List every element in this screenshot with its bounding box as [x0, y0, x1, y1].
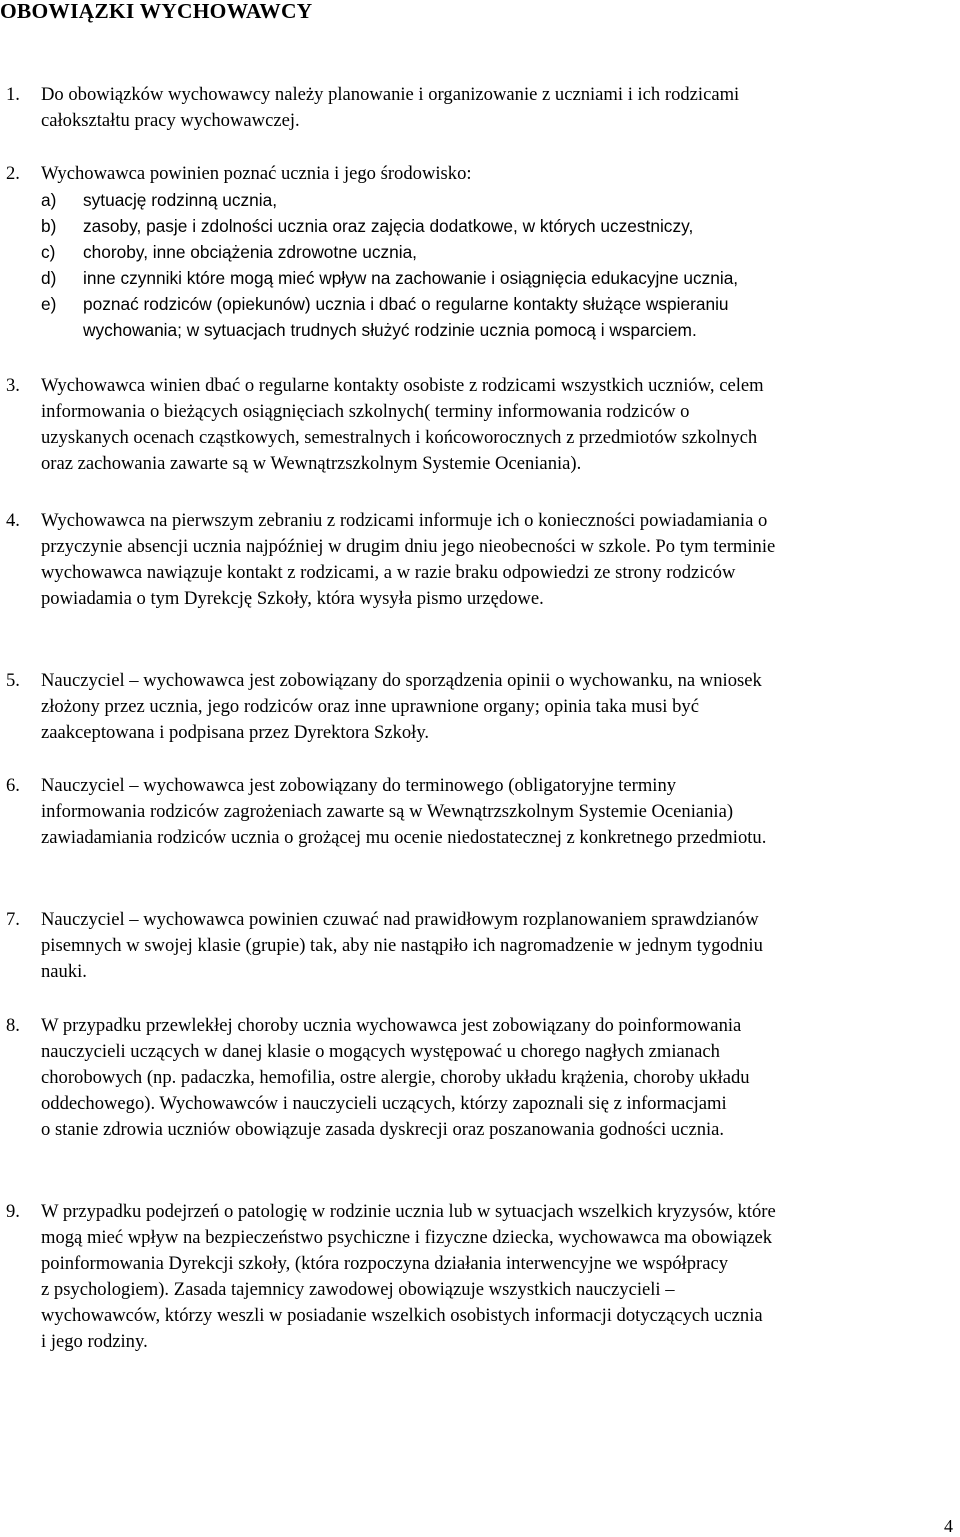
text-line: poznać rodziców (opiekunów) ucznia i dbać o regularne kontakty służące wspieraniu [83, 294, 729, 314]
text-line: uzyskanych ocenach cząstkowych, semestralnych i końcoworocznych z przedmiotów szkolnych [41, 427, 758, 448]
text-line: o stanie zdrowia uczniów obowiązuje zasada dyskrecji oraz poszanowania godności ucznia. [41, 1119, 725, 1140]
sub-item-b [41, 213, 957, 239]
page-number: 4 [944, 1516, 953, 1536]
sub-item-letter: c) [41, 242, 56, 262]
text-line: Nauczyciel – wychowawca jest zobowiązany do terminowego (obligatoryjne terminy [41, 775, 677, 796]
text-line: nauki. [41, 961, 87, 982]
text-line: zawiadamiania rodziców ucznia o grożącej mu ocenie niedostatecznej z konkretnego przedmiotu. [41, 827, 767, 848]
item-text [41, 508, 957, 612]
text-line: oraz zachowania zawarte są w Wewnątrzszkolnym Systemie Oceniania). [41, 453, 582, 474]
text-line: nauczycieli uczących w danej klasie o mogących występować u chorego nagłych zmianach [41, 1041, 720, 1062]
text-line: informowania o bieżących osiągnięciach szkolnych( terminy informowania rodziców o [41, 401, 690, 422]
sub-item-letter: b) [41, 216, 57, 236]
item-number: 1. [6, 84, 20, 105]
sub-item-letter: e) [41, 294, 57, 314]
text-line: wychowania; w sytuacjach trudnych służyć rodzinie ucznia pomocą i wsparciem. [83, 320, 697, 340]
text-line: W przypadku podejrzeń o patologię w rodzinie ucznia lub w sytuacjach wszelkich kryzysów, które [41, 1201, 776, 1222]
item-number: 4. [6, 510, 20, 531]
item-number: 9. [6, 1201, 20, 1222]
item-number: 6. [6, 775, 20, 796]
sub-item-a [41, 187, 957, 213]
text-line: Do obowiązków wychowawcy należy planowanie i organizowanie z uczniami i ich rodzicami [41, 84, 740, 105]
text-line: przyczynie absencji ucznia najpóźniej w drugim dniu jego nieobecności w szkole. Po tym terminie [41, 536, 776, 557]
text-line: Wychowawca powinien poznać ucznia i jego środowisko: [41, 163, 472, 184]
item-text [41, 82, 957, 134]
text-line: Nauczyciel – wychowawca jest zobowiązany do sporządzenia opinii o wychowanku, na wniosek [41, 670, 762, 691]
text-line: poinformowania Dyrekcji szkoły, (która rozpoczyna działania interwencyjne we współpracy [41, 1253, 729, 1274]
text-line: powiadamia o tym Dyrekcję Szkoły, która wysyła pismo urzędowe. [41, 588, 544, 609]
item-text [41, 161, 957, 343]
text-line: zasoby, pasje i zdolności ucznia oraz zajęcia dodatkowe, w których uczestniczy, [83, 216, 694, 236]
sub-item-letter: d) [41, 268, 57, 288]
text-line: informowania rodziców zagrożeniach zawarte są w Wewnątrzszkolnym Systemie Oceniania) [41, 801, 734, 822]
text-line: z psychologiem). Zasada tajemnicy zawodowej obowiązuje wszystkich nauczycieli – [41, 1279, 675, 1300]
sub-item-d [41, 265, 957, 291]
sub-list [41, 187, 957, 343]
sub-item-letter: a) [41, 190, 57, 210]
text-line: wychowawca nawiązuje kontakt z rodzicami, a w razie braku odpowiedzi ze strony rodziców [41, 562, 736, 583]
text-line: Wychowawca winien dbać o regularne kontakty osobiste z rodzicami wszystkich uczniów, celem [41, 375, 764, 396]
item-number: 5. [6, 670, 20, 691]
document-title: OBOWIĄZKI WYCHOWAWCY [0, 0, 313, 23]
item-number: 3. [6, 375, 20, 396]
text-line: zaakceptowana i podpisana przez Dyrektora Szkoły. [41, 722, 430, 743]
item-text [41, 1199, 957, 1355]
item-text [41, 773, 957, 851]
text-line: chorobowych (np. padaczka, hemofilia, ostre alergie, choroby układu krążenia, choroby układu [41, 1067, 750, 1088]
item-text [41, 373, 957, 477]
text-line: całokształtu pracy wychowawczej. [41, 110, 300, 131]
text-line: wychowawców, którzy weszli w posiadanie wszelkich osobistych informacji dotyczących ucznia [41, 1305, 763, 1326]
item-text [41, 907, 957, 985]
text-line: i jego rodziny. [41, 1331, 148, 1352]
text-line: Wychowawca na pierwszym zebraniu z rodzicami informuje ich o konieczności powiadamiania o [41, 510, 768, 531]
text-line: sytuację rodzinną ucznia, [83, 190, 278, 210]
text-line: złożony przez ucznia, jego rodziców oraz inne uprawnione organy; opinia taka musi być [41, 696, 699, 717]
item-number: 8. [6, 1015, 20, 1036]
sub-item-e [41, 291, 957, 343]
sub-item-c [41, 239, 957, 265]
text-line: Nauczyciel – wychowawca powinien czuwać nad prawidłowym rozplanowaniem sprawdzianów [41, 909, 759, 930]
text-line: pisemnych w swojej klasie (grupie) tak, aby nie nastąpiło ich nagromadzenie w jednym tygodniu [41, 935, 763, 956]
item-number: 7. [6, 909, 20, 930]
text-line: inne czynniki które mogą mieć wpływ na zachowanie i osiągnięcia edukacyjne ucznia, [83, 268, 739, 288]
text-line: choroby, inne obciążenia zdrowotne ucznia, [83, 242, 417, 262]
item-text [41, 668, 957, 746]
item-text [41, 1013, 957, 1143]
item-number: 2. [6, 163, 20, 184]
text-line: mogą mieć wpływ na bezpieczeństwo psychiczne i fizyczne dziecka, wychowawca ma obowiązek [41, 1227, 773, 1248]
text-line: W przypadku przewlekłej choroby ucznia wychowawca jest zobowiązany do poinformowania [41, 1015, 742, 1036]
text-line: oddechowego). Wychowawców i nauczycieli uczących, którzy zapoznali się z informacjami [41, 1093, 727, 1114]
